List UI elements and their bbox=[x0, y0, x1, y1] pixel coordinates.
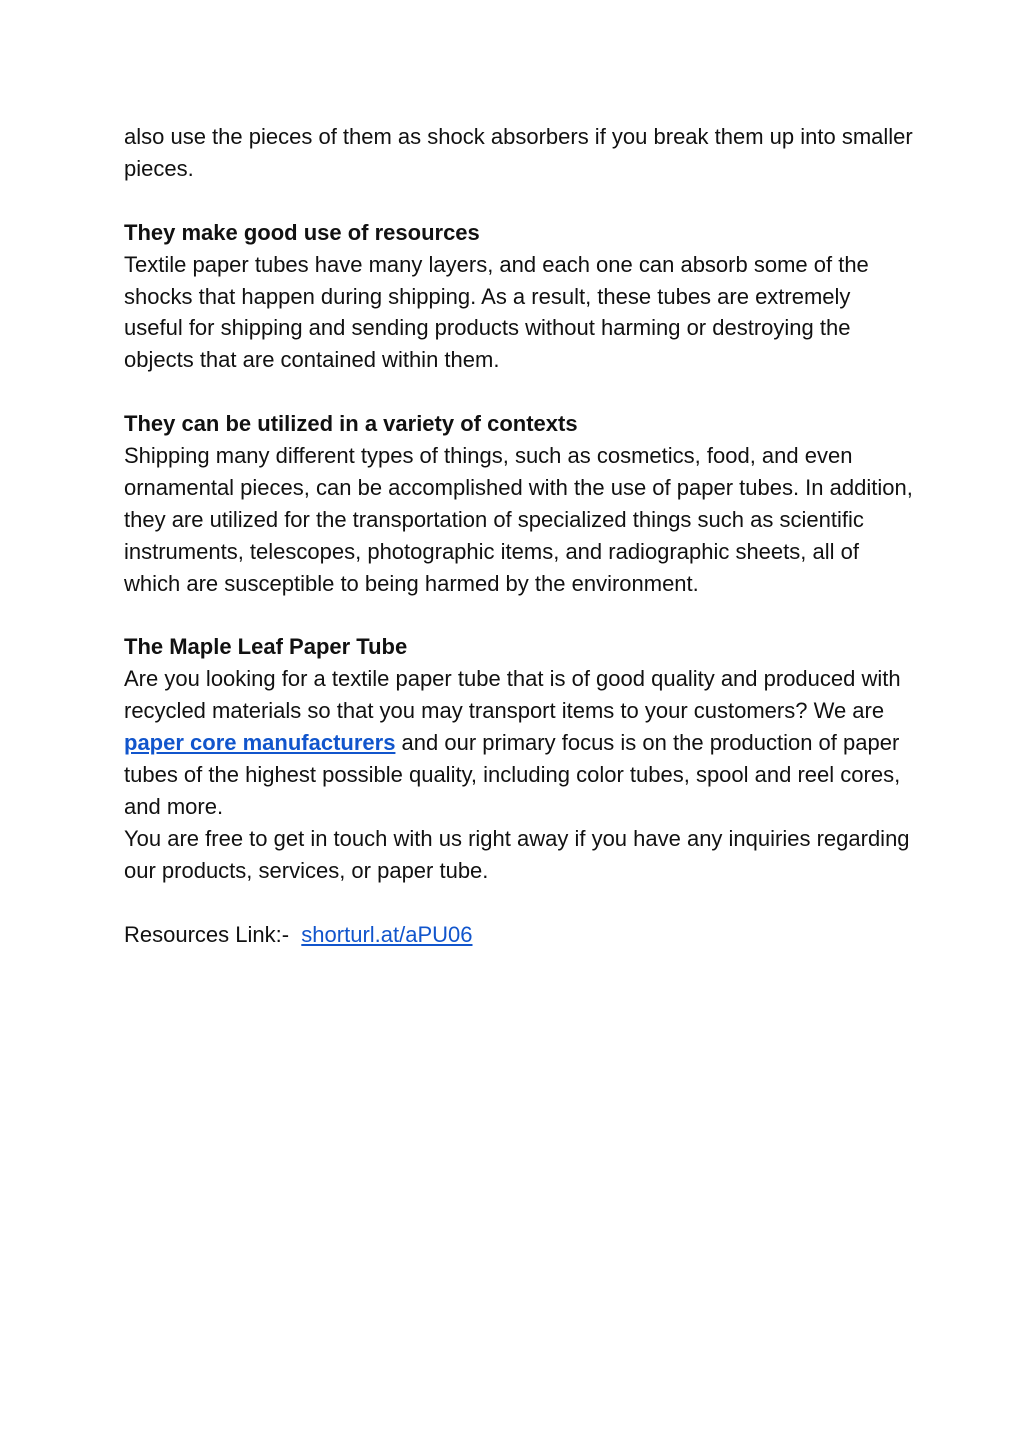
maple-body-before-link: Are you looking for a textile paper tube that is of good quality and produced with recycled materials so that you may transport items to your customers? We are bbox=[124, 666, 901, 724]
document-page bbox=[124, 121, 914, 951]
section-heading-contexts: They can be utilized in a variety of contexts bbox=[124, 411, 578, 437]
section-body-contexts: Shipping many different types of things, such as cosmetics, food, and even ornamental pieces, can be accomplished with the use of paper tubes. In addition, they are utilized for the transportation of specialized things such as scientific instruments, telescopes, photographic items, and radiographic sheets, all of which are susceptible to being harmed by the environment. bbox=[124, 443, 913, 596]
section-heading-maple-leaf: The Maple Leaf Paper Tube bbox=[124, 634, 408, 660]
resources-link-line bbox=[124, 919, 914, 951]
paragraph-spacer bbox=[124, 185, 914, 217]
resources-short-url-link[interactable]: shorturl.at/aPU06 bbox=[301, 921, 473, 947]
resources-link-label: Resources Link:- bbox=[124, 921, 302, 947]
paragraph-spacer bbox=[124, 887, 914, 919]
section-body-resources: Textile paper tubes have many layers, and each one can absorb some of the shocks that happen during shipping. As a result, these tubes are extremely useful for shipping and sending products without harming or destroying the objects that are contained within them. bbox=[124, 251, 869, 373]
paper-core-manufacturers-link[interactable]: paper core manufacturers bbox=[124, 730, 396, 756]
maple-body-after-link: and our primary focus is on the production of paper tubes of the highest possible quality, including color tubes, spool and reel cores, and more. bbox=[124, 730, 901, 819]
paragraph-spacer bbox=[124, 376, 914, 408]
paragraph-spacer bbox=[124, 600, 914, 632]
section-body-maple-leaf bbox=[124, 663, 914, 823]
section-heading-resources: They make good use of resources bbox=[124, 219, 480, 245]
contact-paragraph: You are free to get in touch with us right away if you have any inquiries regarding our products, services, or paper tube. bbox=[124, 825, 910, 883]
intro-paragraph: also use the pieces of them as shock absorbers if you break them up into smaller pieces. bbox=[124, 124, 913, 181]
